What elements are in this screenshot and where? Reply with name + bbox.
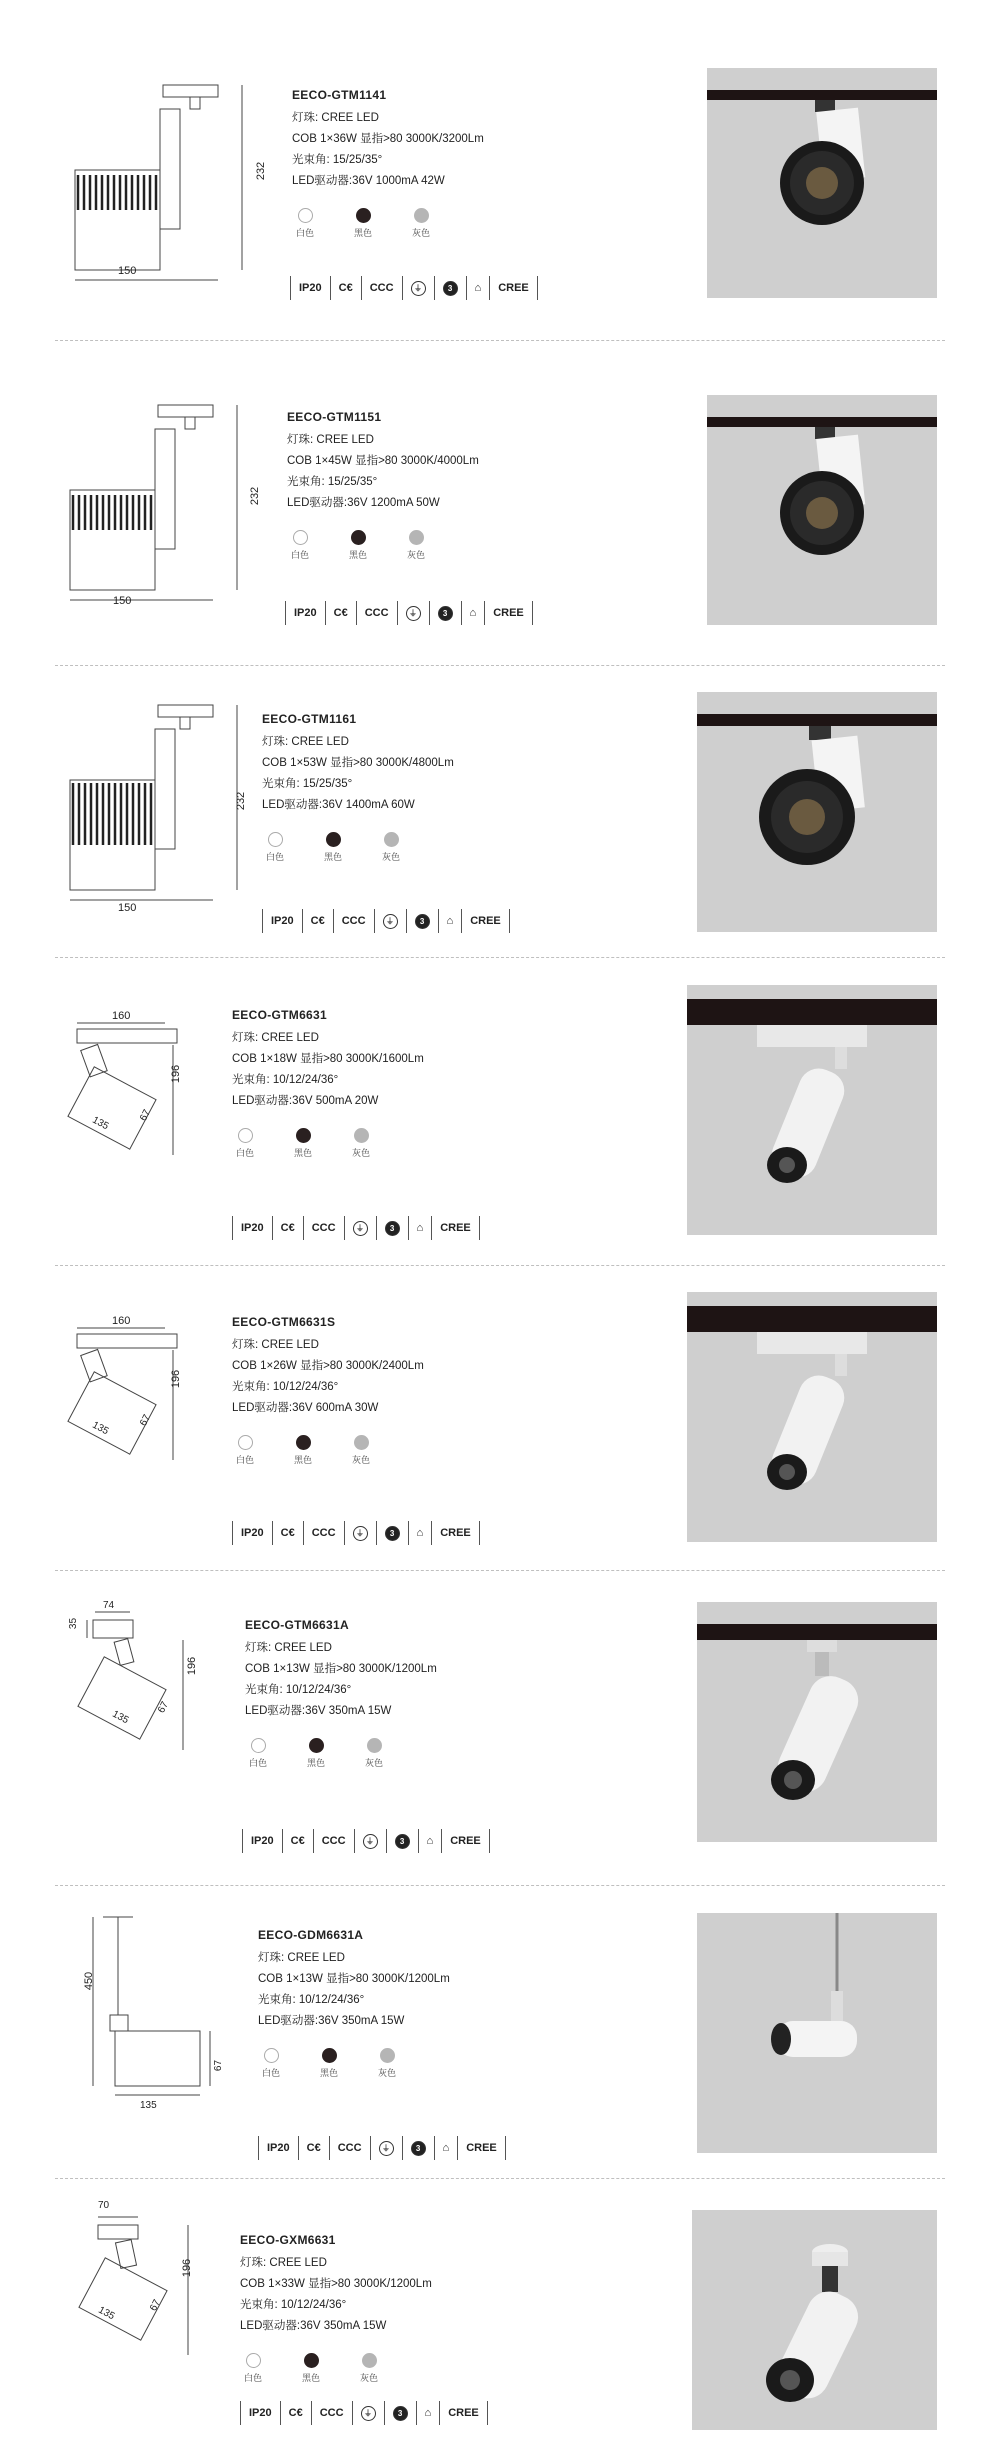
class3-icon: 3	[429, 601, 461, 625]
ce-icon: C€	[282, 1829, 313, 1853]
driver-spec: LED驱动器:36V 600mA 30W	[232, 1402, 379, 1414]
color-options	[262, 832, 562, 863]
dim-diameter-label: 67	[213, 2059, 225, 2072]
color-white: 白色	[232, 1435, 258, 1466]
dim-height-label: 196	[170, 1369, 183, 1389]
ground-icon: ⏚	[354, 1829, 386, 1853]
dimension-drawing	[55, 395, 315, 625]
driver-spec: LED驱动器:36V 1000mA 42W	[292, 175, 445, 187]
model-name: EECO-GTM1151	[287, 410, 382, 424]
cob-spec: COB 1×53W 显指>80 3000K/4800Lm	[262, 757, 454, 769]
model-name: EECO-GTM6631A	[245, 1618, 349, 1632]
dim-length-label: 135	[110, 1708, 131, 1727]
led-bead: 灯珠: CREE LED	[232, 1032, 319, 1044]
home-icon: ⌂	[466, 276, 490, 300]
product-photo	[707, 68, 937, 298]
ip20-badge: IP20	[240, 2401, 280, 2425]
dim-length-label: 135	[90, 1114, 111, 1133]
model-name: EECO-GTM1161	[262, 712, 357, 726]
ccc-icon: CCC	[333, 909, 374, 933]
model-name: EECO-GXM6631	[240, 2233, 336, 2247]
dim-height-label: 196	[181, 2258, 194, 2278]
dim-mount-label: 35	[68, 1617, 80, 1630]
color-gray: 灰色	[378, 832, 404, 863]
color-options	[245, 1738, 545, 1769]
color-black: 黑色	[290, 1435, 316, 1466]
ip20-badge: IP20	[262, 909, 302, 933]
led-bead: 灯珠: CREE LED	[240, 2257, 327, 2269]
color-white: 白色	[292, 208, 318, 239]
color-black: 黑色	[345, 530, 371, 561]
cob-spec: COB 1×45W 显指>80 3000K/4000Lm	[287, 455, 479, 467]
cree-logo-icon: CREE	[439, 2401, 488, 2425]
color-options	[287, 530, 587, 561]
dim-diameter-label: 67	[138, 1413, 154, 1428]
class3-icon: 3	[406, 909, 438, 933]
ip20-badge: IP20	[285, 601, 325, 625]
beam-angle: 光束角: 15/25/35°	[287, 476, 378, 488]
model-name: EECO-GTM6631S	[232, 1315, 336, 1329]
dim-height-label: 196	[170, 1064, 183, 1084]
product-photo	[687, 985, 937, 1235]
ip20-badge: IP20	[232, 1216, 272, 1240]
dim-width-label: 160	[112, 1010, 131, 1022]
dim-width-label: 150	[113, 595, 132, 607]
color-white: 白色	[240, 2353, 266, 2384]
dim-height-label: 232	[249, 486, 262, 506]
driver-spec: LED驱动器:36V 1200mA 50W	[287, 497, 440, 509]
product-photo	[687, 1292, 937, 1542]
dim-length-label: 135	[90, 1419, 111, 1438]
home-icon: ⌂	[408, 1521, 432, 1545]
cob-spec: COB 1×13W 显指>80 3000K/1200Lm	[258, 1973, 450, 1985]
beam-angle: 光束角: 10/12/24/36°	[258, 1994, 365, 2006]
driver-spec: LED驱动器:36V 1400mA 60W	[262, 799, 415, 811]
ccc-icon: CCC	[303, 1521, 344, 1545]
dim-width-label: 160	[112, 1315, 131, 1327]
color-black: 黑色	[298, 2353, 324, 2384]
spec-block	[262, 712, 562, 863]
ip20-badge: IP20	[242, 1829, 282, 1853]
cree-logo-icon: CREE	[441, 1829, 490, 1853]
dim-width-label: 74	[103, 1600, 115, 1611]
dim-height-label: 196	[186, 1656, 199, 1676]
ground-icon: ⏚	[344, 1216, 376, 1240]
class3-icon: 3	[376, 1521, 408, 1545]
dim-diameter-label: 67	[148, 2298, 164, 2313]
spec-block	[232, 1315, 532, 1466]
color-black: 黑色	[320, 832, 346, 863]
color-black: 黑色	[303, 1738, 329, 1769]
cree-logo-icon: CREE	[484, 601, 533, 625]
spec-block	[245, 1618, 545, 1769]
product-photo	[697, 692, 937, 932]
spec-block	[240, 2233, 540, 2384]
beam-angle: 光束角: 15/25/35°	[262, 778, 353, 790]
cob-spec: COB 1×26W 显指>80 3000K/2400Lm	[232, 1360, 424, 1372]
beam-angle: 光束角: 10/12/24/36°	[232, 1381, 339, 1393]
color-gray: 灰色	[348, 1128, 374, 1159]
ce-icon: C€	[330, 276, 361, 300]
cob-spec: COB 1×18W 显指>80 3000K/1600Lm	[232, 1053, 424, 1065]
certification-row	[232, 1520, 480, 1546]
cree-logo-icon: CREE	[489, 276, 538, 300]
beam-angle: 光束角: 10/12/24/36°	[240, 2299, 347, 2311]
led-bead: 灯珠: CREE LED	[258, 1952, 345, 1964]
product-photo	[692, 2210, 937, 2430]
class3-icon: 3	[434, 276, 466, 300]
model-name: EECO-GDM6631A	[258, 1928, 364, 1942]
ccc-icon: CCC	[311, 2401, 352, 2425]
color-white: 白色	[262, 832, 288, 863]
beam-angle: 光束角: 10/12/24/36°	[245, 1684, 352, 1696]
color-gray: 灰色	[348, 1435, 374, 1466]
dim-height-label: 450	[83, 1971, 96, 1991]
dim-width-label: 150	[118, 265, 137, 277]
ground-icon: ⏚	[374, 909, 406, 933]
home-icon: ⌂	[408, 1216, 432, 1240]
dim-height-label: 232	[235, 791, 248, 811]
led-bead: 灯珠: CREE LED	[245, 1642, 332, 1654]
cree-logo-icon: CREE	[431, 1216, 480, 1240]
color-white: 白色	[258, 2048, 284, 2079]
color-white: 白色	[232, 1128, 258, 1159]
home-icon: ⌂	[416, 2401, 440, 2425]
cree-logo-icon: CREE	[431, 1521, 480, 1545]
certification-row	[240, 2400, 488, 2426]
color-options	[240, 2353, 540, 2384]
model-name: EECO-GTM6631	[232, 1008, 327, 1022]
color-gray: 灰色	[408, 208, 434, 239]
ground-icon: ⏚	[344, 1521, 376, 1545]
cree-logo-icon: CREE	[461, 909, 510, 933]
ip20-badge: IP20	[232, 1521, 272, 1545]
cob-spec: COB 1×33W 显指>80 3000K/1200Lm	[240, 2278, 432, 2290]
ccc-icon: CCC	[303, 1216, 344, 1240]
color-options	[258, 2048, 558, 2079]
driver-spec: LED驱动器:36V 350mA 15W	[245, 1705, 392, 1717]
ccc-icon: CCC	[313, 1829, 354, 1853]
home-icon: ⌂	[461, 601, 485, 625]
class3-icon: 3	[402, 2136, 434, 2160]
dimension-drawing	[60, 75, 320, 305]
driver-spec: LED驱动器:36V 500mA 20W	[232, 1095, 379, 1107]
class3-icon: 3	[386, 1829, 418, 1853]
color-black: 黑色	[350, 208, 376, 239]
spec-block	[232, 1008, 532, 1159]
dim-diameter-label: 67	[156, 1700, 172, 1715]
home-icon: ⌂	[418, 1829, 442, 1853]
ce-icon: C€	[272, 1216, 303, 1240]
dim-diameter-label: 67	[138, 1108, 154, 1123]
ground-icon: ⏚	[402, 276, 434, 300]
ip20-badge: IP20	[290, 276, 330, 300]
ce-icon: C€	[325, 601, 356, 625]
spec-block	[292, 88, 592, 239]
class3-icon: 3	[376, 1216, 408, 1240]
dim-width-label: 150	[118, 902, 137, 914]
certification-row	[285, 600, 533, 626]
color-options	[292, 208, 592, 239]
certification-row	[262, 908, 510, 934]
driver-spec: LED驱动器:36V 350mA 15W	[240, 2320, 387, 2332]
color-options	[232, 1128, 532, 1159]
cob-spec: COB 1×13W 显指>80 3000K/1200Lm	[245, 1663, 437, 1675]
dim-length-label: 135	[96, 2304, 117, 2323]
color-white: 白色	[287, 530, 313, 561]
driver-spec: LED驱动器:36V 350mA 15W	[258, 2015, 405, 2027]
color-gray: 灰色	[374, 2048, 400, 2079]
home-icon: ⌂	[434, 2136, 458, 2160]
product-photo	[697, 1602, 937, 1842]
dim-width-label: 70	[98, 2200, 110, 2211]
color-gray: 灰色	[403, 530, 429, 561]
led-bead: 灯珠: CREE LED	[232, 1339, 319, 1351]
ip20-badge: IP20	[258, 2136, 298, 2160]
model-name: EECO-GTM1141	[292, 88, 387, 102]
cree-logo-icon: CREE	[457, 2136, 506, 2160]
certification-row	[258, 2135, 506, 2161]
color-options	[232, 1435, 532, 1466]
ccc-icon: CCC	[361, 276, 402, 300]
led-bead: 灯珠: CREE LED	[262, 736, 349, 748]
ground-icon: ⏚	[352, 2401, 384, 2425]
ce-icon: C€	[280, 2401, 311, 2425]
led-bead: 灯珠: CREE LED	[287, 434, 374, 446]
color-black: 黑色	[290, 1128, 316, 1159]
led-bead: 灯珠: CREE LED	[292, 112, 379, 124]
spec-block	[258, 1928, 558, 2079]
ce-icon: C€	[302, 909, 333, 933]
color-gray: 灰色	[356, 2353, 382, 2384]
beam-angle: 光束角: 15/25/35°	[292, 154, 383, 166]
certification-row	[232, 1215, 480, 1241]
ce-icon: C€	[272, 1521, 303, 1545]
certification-row	[242, 1828, 490, 1854]
color-black: 黑色	[316, 2048, 342, 2079]
home-icon: ⌂	[438, 909, 462, 933]
beam-angle: 光束角: 10/12/24/36°	[232, 1074, 339, 1086]
color-gray: 灰色	[361, 1738, 387, 1769]
dim-length-label: 135	[140, 2100, 157, 2111]
product-photo	[697, 1913, 937, 2153]
ce-icon: C€	[298, 2136, 329, 2160]
ground-icon: ⏚	[397, 601, 429, 625]
ground-icon: ⏚	[370, 2136, 402, 2160]
dim-height-label: 232	[255, 161, 268, 181]
class3-icon: 3	[384, 2401, 416, 2425]
certification-row	[290, 275, 538, 301]
ccc-icon: CCC	[329, 2136, 370, 2160]
product-photo	[707, 395, 937, 625]
ccc-icon: CCC	[356, 601, 397, 625]
cob-spec: COB 1×36W 显指>80 3000K/3200Lm	[292, 133, 484, 145]
spec-block	[287, 410, 587, 561]
color-white: 白色	[245, 1738, 271, 1769]
